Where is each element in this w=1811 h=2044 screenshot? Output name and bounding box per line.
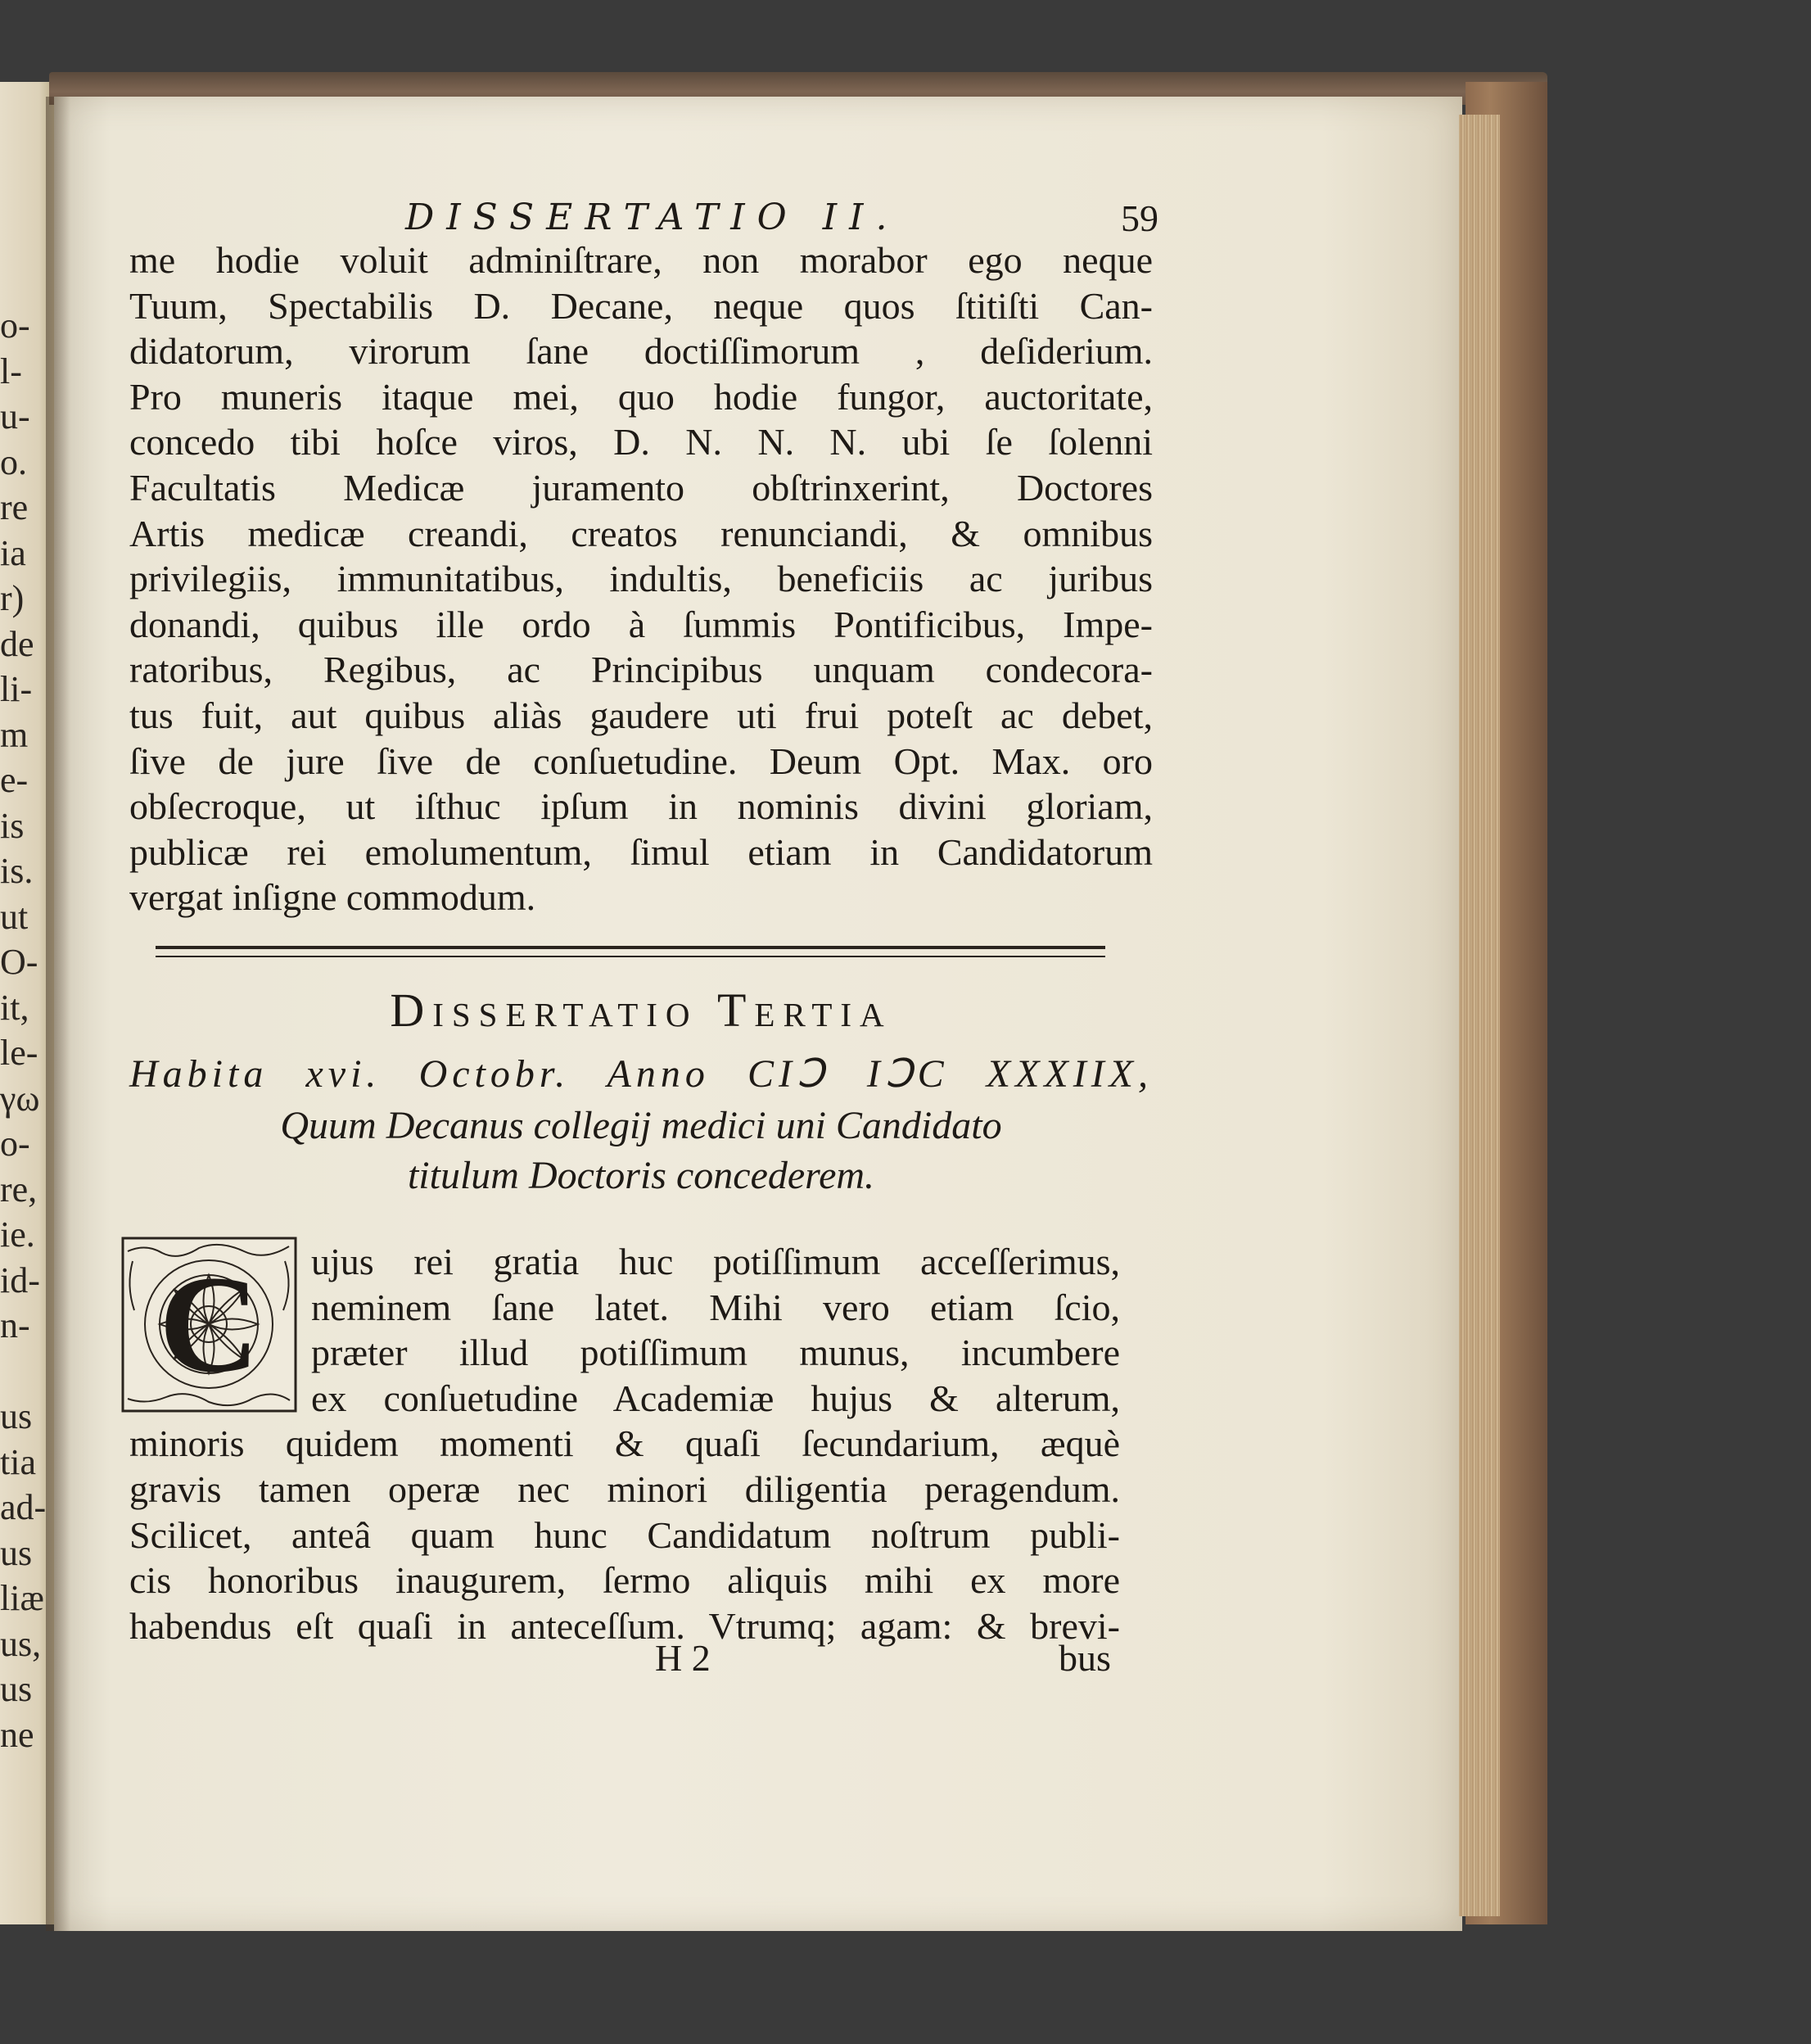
text-line: ratoribus, Regibus, ac Principibus unquam condecora- [129,649,1153,691]
left-margin-fragment: m [0,714,29,755]
text-line: gravis tamen operæ nec minori diligentia peragendum. [129,1467,1120,1510]
left-margin-fragment: e- [0,760,29,800]
text-line: neminem ſane latet. Mihi vero etiam ſcio, [311,1286,1120,1328]
left-margin-fragment: O- [0,942,38,982]
left-margin-fragment: re [0,487,29,527]
running-title: DISSERTATIO II. [405,197,900,238]
text-line: concedo tibi hoſce viros, D. N. N. N. ubi ſe ſolenni [129,421,1153,464]
dissertation-title: Dissertatio Tertia [390,984,892,1037]
left-margin-fragment: o. [0,441,27,482]
left-margin-fragment: o- [0,305,30,346]
text-line: Pro muneris itaque mei, quo hodie fungor, auctoritate, [129,375,1153,418]
text-line: ex conſuetudine Academiæ hujus & alterum, [311,1377,1120,1419]
left-margin-fragment: re, [0,1169,38,1210]
catchword: bus [1059,1637,1111,1679]
gutter-shadow [46,97,70,1931]
text-line: me hodie voluit adminiſtrare, non morabor ego neque [129,239,1153,281]
left-margin-fragment: ut [0,896,29,937]
left-margin-fragment: us [0,1532,33,1573]
page-edges [1459,115,1500,1916]
text-line: Artis medicæ creandi, creatos renunciandi, & omnibus [129,512,1153,554]
text-line: minoris quidem momenti & quaſi ſecundarium, æquè [129,1422,1120,1465]
dissertation-subtitle-line3: titulum Doctoris concederem. [407,1154,875,1197]
text-line: vergat inſigne commodum. [129,876,536,919]
left-margin-fragment: us [0,1396,33,1436]
text-line: ujus rei gratia huc potiſſimum acceſſerimus, [311,1241,1120,1282]
left-margin-fragment: us [0,1669,33,1709]
left-margin-fragment: liæ [0,1578,44,1618]
text-line: Scilicet, anteâ quam hunc Candidatum noſtrum publi- [129,1513,1120,1556]
dissertation-subtitle-line1: Habita xvi. Octobr. Anno CIↃ IↃC XXXIIX, [129,1052,1153,1096]
paragraph-opening [129,1238,1120,1648]
text-line: ſive de jure ſive de conſuetudine. Deum Opt. Max. oro [129,739,1153,782]
text-line: donandi, quibus ille ordo à ſummis Pontificibus, Impe- [129,603,1153,645]
left-margin-fragment: it, [0,987,29,1028]
left-margin-fragment: li- [0,669,33,709]
left-margin-fragment: de [0,623,34,664]
left-margin-fragment: o- [0,1124,30,1164]
text-line: habendus eſt quaſi in anteceſſum. Vtrumq; agam: & brevi- [129,1604,1120,1647]
left-margin-fragment: ne [0,1714,34,1755]
text-line: Tuum, Spectabilis D. Decane, neque quos ſtitiſti Can- [129,284,1153,327]
left-margin-fragment: n- [0,1305,30,1345]
section-rule [156,946,1105,957]
text-line: tus fuit, aut quibus aliàs gaudere uti frui poteſt ac debet, [129,694,1153,736]
text-line: præter illud potiſſimum munus, incumbere [311,1332,1120,1374]
left-margin-fragment: r) [0,578,25,618]
left-margin-fragment: tia [0,1441,36,1482]
left-margin-fragment: ia [0,532,26,573]
text-line: cis honoribus inaugurem, ſermo aliquis mihi ex more [129,1559,1120,1602]
dissertation-subtitle-line2: Quum Decanus collegij medici uni Candidato [280,1104,1002,1147]
text-line: Facultatis Medicæ juramento obſtrinxerint, Doctores [129,466,1153,509]
left-margin-fragment: le- [0,1033,38,1073]
initial-letter: C [159,1247,260,1401]
dissertation-heading [129,975,1153,1198]
text-line: publicæ rei emolumentum, ſimul etiam in Candidatorum [129,830,1153,873]
text-line: obſecroque, ut iſthuc ipſum in nominis divini gloriam, [129,785,1153,828]
paragraph-continuation [129,237,1153,920]
page-number: 59 [1121,197,1158,239]
left-margin-fragment: γω [0,1078,40,1119]
left-margin-fragment: u- [0,396,30,436]
left-margin-fragment: us, [0,1623,42,1664]
left-margin-fragment: id- [0,1259,40,1300]
left-margin-fragment: is [0,805,25,846]
left-margin-fragment: is. [0,851,34,891]
signature-mark: H 2 [655,1637,711,1679]
text-line: privilegiis, immunitatibus, indultis, beneficiis ac juribus [129,558,1153,600]
text-line: didatorum, virorum ſane doctiſſimorum , deſiderium. [129,330,1153,373]
left-margin-fragment: l- [0,350,22,391]
left-margin-fragment: ad- [0,1487,47,1527]
left-margin-fragment: ie. [0,1214,35,1255]
